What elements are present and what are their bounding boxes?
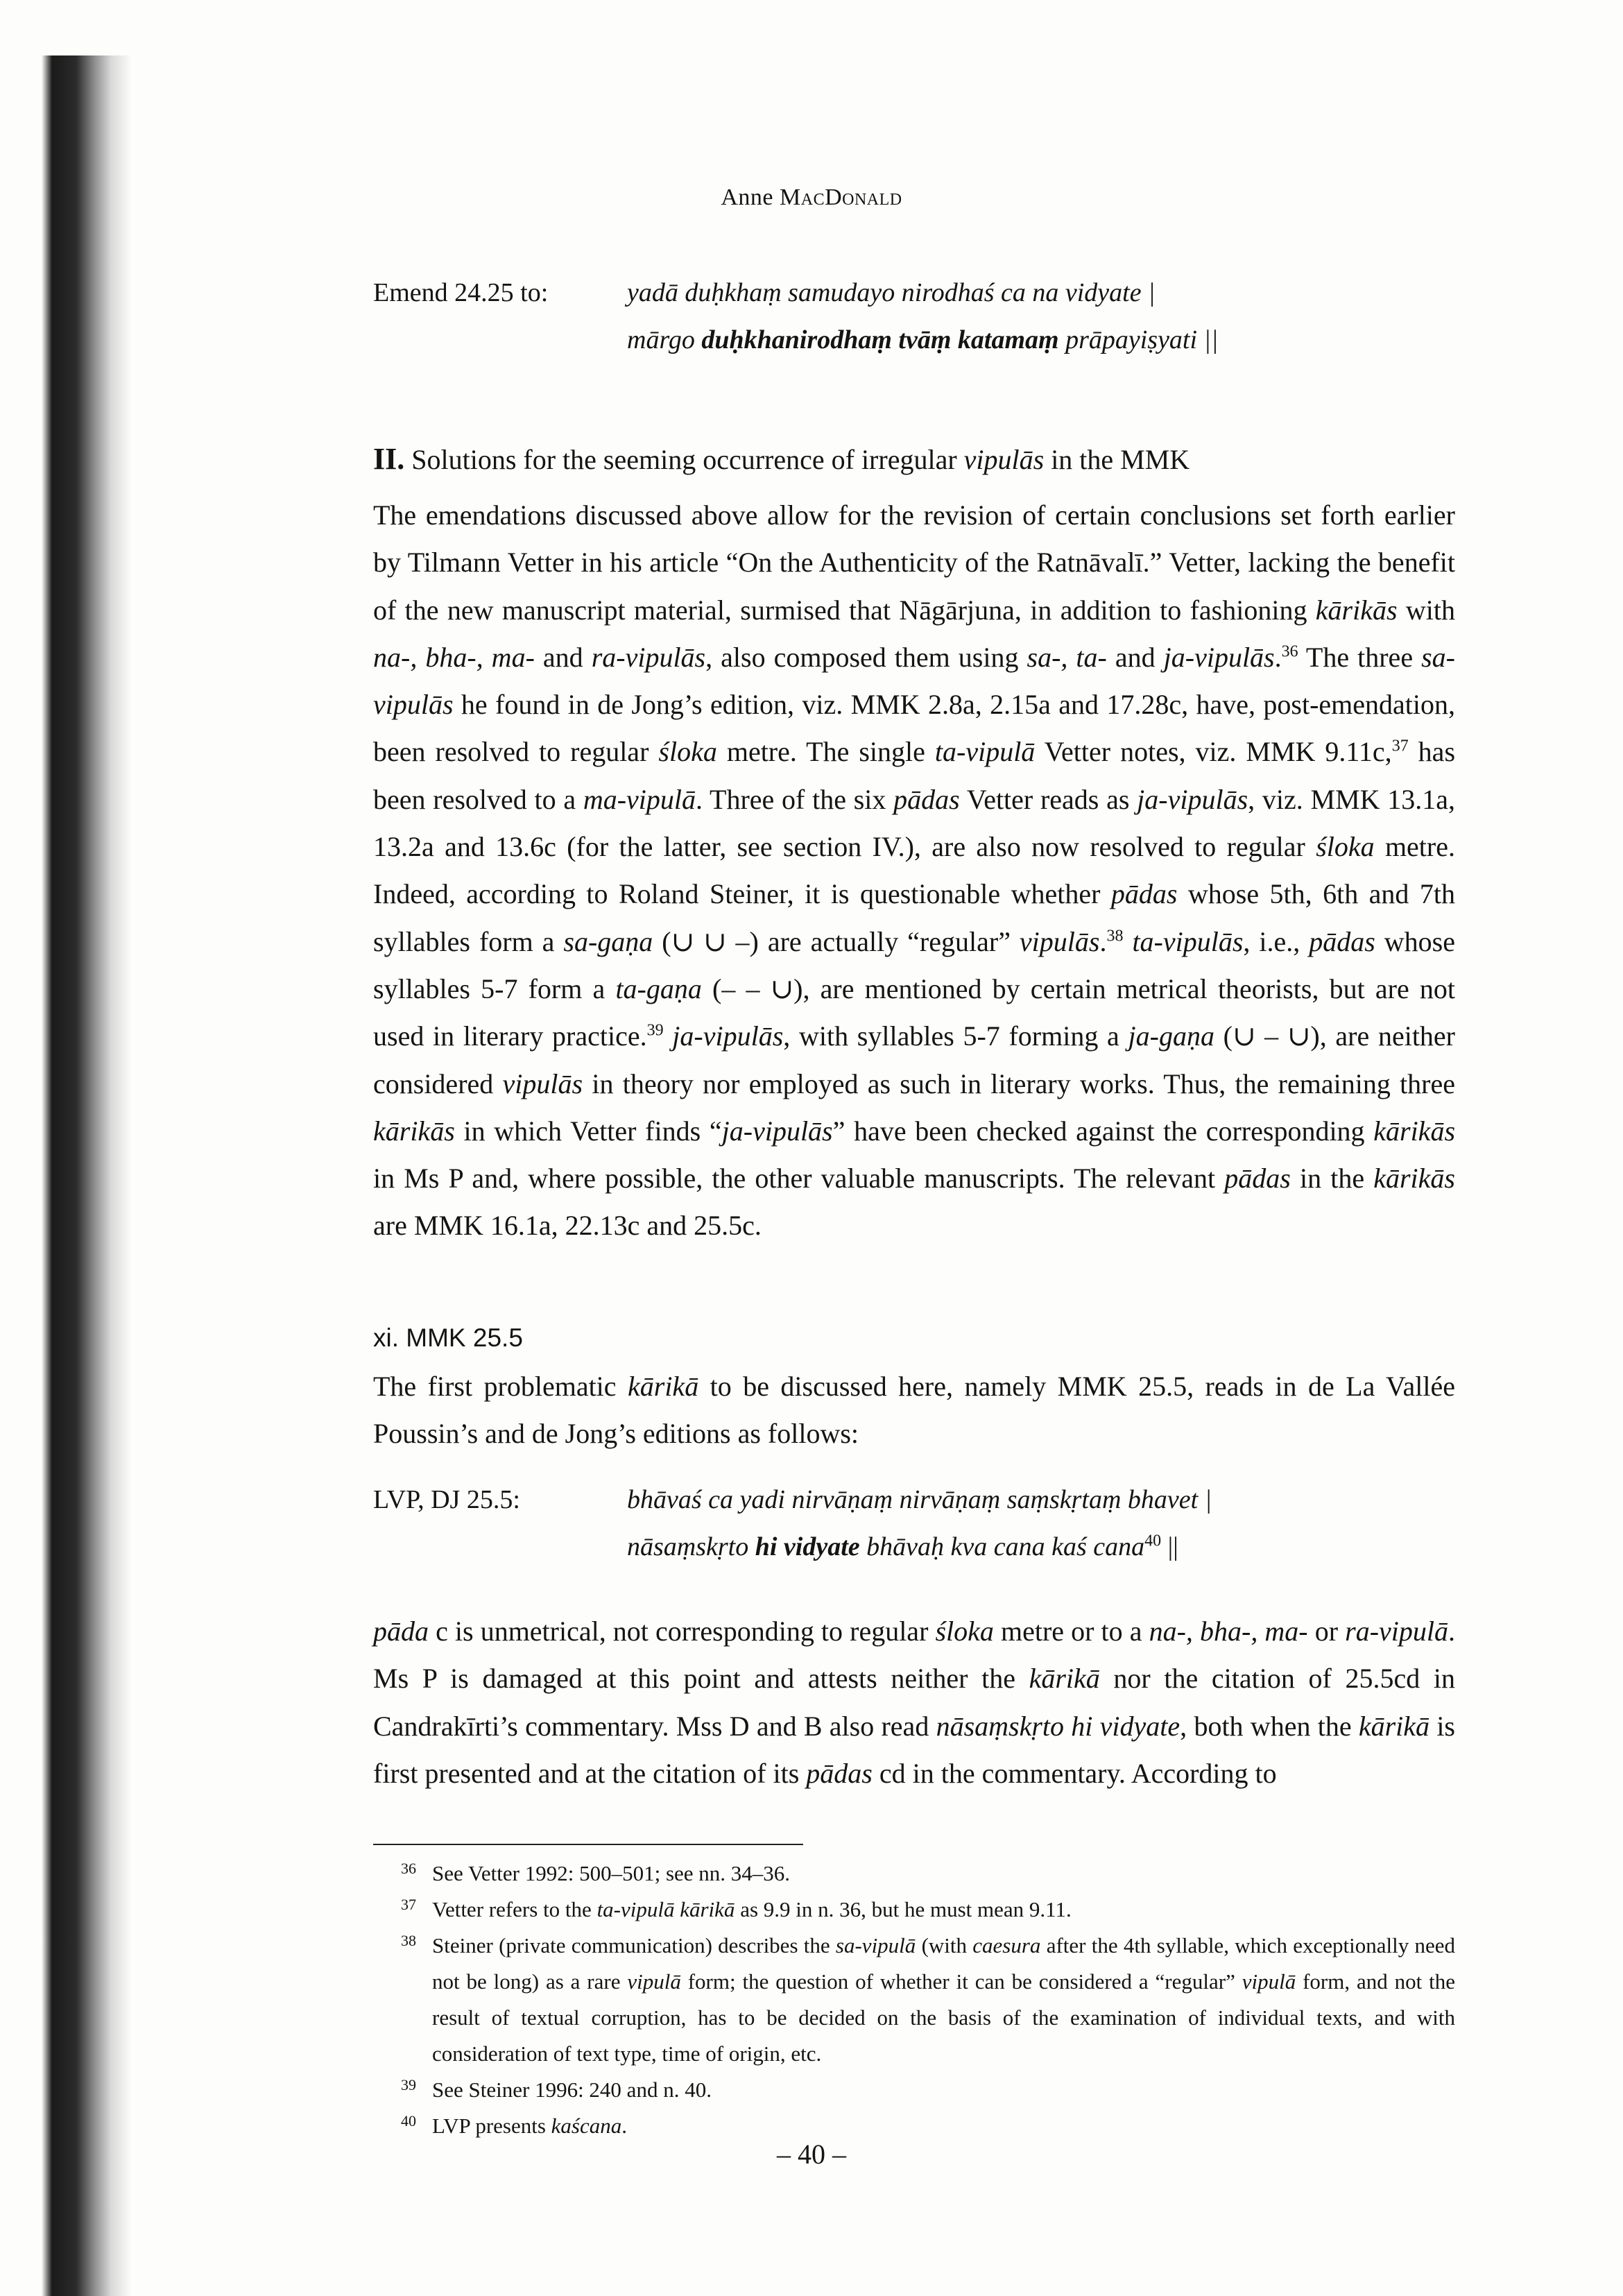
paragraph-3: pāda c is unmetrical, not corresponding to regular śloka metre or to a na-, bha-, ma- or ra-vipulā. Ms P is damaged at this point and attests neither the kārikā nor the citation of 25.5cd in Candrakīrti’s commentary. Mss D and B also read nāsaṃskṛto hi vidyate, both when the kārikā is first presented and at the citation of its pādas cd in the commentary. According to [373, 1616, 1455, 1789]
footnote-number: 40 [401, 2112, 416, 2130]
footnote-ref-37[interactable]: 37 [1391, 737, 1409, 756]
emendation-line-2-end: prāpayiṣyati || [1058, 325, 1219, 354]
emendation-line-2-start: mārgo [627, 325, 702, 354]
verse-line-1: bhāvaś ca yadi nirvāṇaṃ nirvāṇaṃ saṃskṛtaṃ bhavet | [627, 1485, 1212, 1514]
verse-label: LVP, DJ 25.5: [373, 1485, 520, 1514]
verse-block [373, 1484, 1455, 1582]
emendation-line-2-bold: duḥkhanirodhaṃ tvāṃ katamaṃ [701, 325, 1059, 354]
footnote-ref-39[interactable]: 39 [646, 1021, 664, 1040]
section-title-end: in the MMK [1044, 444, 1190, 475]
footnote-36 [401, 1856, 1455, 1892]
emendation-line-1: yadā duḥkhaṃ samudayo nirodhaś ca na vidyate | [627, 278, 1156, 307]
author-surname: MacDonald [780, 185, 902, 210]
page-number: – 40 – [777, 2139, 846, 2170]
footnote-number: 38 [401, 1932, 416, 1949]
footnotes [401, 1856, 1455, 2144]
paragraph-2: The first problematic kārikā to be discussed here, namely MMK 25.5, reads in de La Vallée Poussin’s and de Jong’s editions as follows: [373, 1371, 1455, 1450]
footnote-37: 37 Vetter refers to the ta-vipulā kārikā as 9.9 in n. 36, but he must mean 9.11. [401, 1892, 1455, 1928]
verse-line-2-start: nāsaṃskṛto [627, 1532, 755, 1561]
author-first-name: Anne [721, 185, 774, 210]
section-title-italic: vipulās [963, 444, 1045, 475]
section-title-start: Solutions for the seeming occurrence of irregular [404, 444, 964, 475]
emendation-line-2 [627, 325, 1218, 355]
verse-line-2 [627, 1532, 1178, 1562]
section-heading [373, 441, 1190, 477]
subsection-heading: xi. MMK 25.5 [373, 1323, 523, 1352]
footnote-text: See Steiner 1996: 240 and n. 40. [432, 2077, 712, 2102]
verse-line-2-closing: || [1161, 1532, 1178, 1561]
footnote-40: 40 LVP presents kaścana. [401, 2108, 1455, 2144]
footnote-divider [373, 1844, 803, 1845]
verse-line-2-end: bhāvaḥ kva cana kaś cana [859, 1532, 1145, 1561]
footnote-number: 37 [401, 1896, 416, 1913]
emendation-block [373, 277, 1455, 375]
footnote-number: 39 [401, 2076, 416, 2093]
footnote-number: 36 [401, 1860, 416, 1877]
paragraph-1: The emendations discussed above allow for the revision of certain conclusions set forth earlier by Tilmann Vetter in his article “On the Authenticity of the Ratnāvalī.” Vetter, lacking the benefit of the new manuscript material, surmised that Nāgārjuna, in addition to fashioning kārikās with na-, bha-, ma- and ra-vipulās, also composed them using sa-, ta- and ja-vipulās.$^{36}$ The three sa-vipulās he found in de Jong’s edition, viz. MMK 2.8a, 2.15a and 17.28c, have, post-emendation, been resolved to regular śloka metre. The single ta-vipulā Vetter notes, viz. MMK 9.11c,$^{37}$ has been resolved to a ma-vipulā. Three of the six pādas Vetter reads as ja-vipulās, viz. MMK 13.1a, 13.2a and 13.6c (for the latter, see section IV.), are also now resolved to regular śloka metre. Indeed, according to Roland Steiner, it is questionable whether pādas whose 5th, 6th and 7th syllables form a sa-gaṇa (∪ ∪ –) are actually “regular” vipulās.$^{38}$ ta-vipulās, i.e., pādas whose syllables 5-7 form a ta-gaṇa (– – ∪), are mentioned by certain metrical theorists, but are not used in literary practice.$^{39}$ ja-vipulās, with syllables 5-7 forming a ja-gaṇa (∪ – ∪), are neither considered vipulās in theory nor employed as such in literary works. Thus, the remaining three kārikās in which Vetter finds “ja-vipulās” have been checked against the corresponding kārikās in Ms P and, where possible, the other valuable manuscripts. The relevant pādas in the kārikās are MMK 16.1a, 22.13c and 25.5c. [373, 499, 1456, 1242]
footnote-text: See Vetter 1992: 500–501; see nn. 34–36. [432, 1861, 791, 1885]
emendation-label: Emend 24.25 to: [373, 278, 549, 307]
footnote-38: 38 Steiner (private communication) describes the sa-vipulā (with caesura after the 4th syllable, which exceptionally need not be long) as a rare vipulā form; the question of whether it can be considered a “regular” vipulā form, and not the result of textual corruption, has to be decided on the basis of the examination of individual texts, and with consideration of text type, time of origin, etc. [401, 1928, 1455, 2072]
footnote-ref-40[interactable]: 40 [1144, 1532, 1162, 1550]
verse-line-2-bold: hi vidyate [755, 1532, 860, 1561]
section-number: II. [373, 442, 405, 476]
footnote-ref-36[interactable]: 36 [1281, 642, 1298, 661]
running-head [0, 185, 1623, 211]
footnote-39 [401, 2072, 1455, 2108]
footnote-ref-38[interactable]: 38 [1106, 927, 1124, 945]
